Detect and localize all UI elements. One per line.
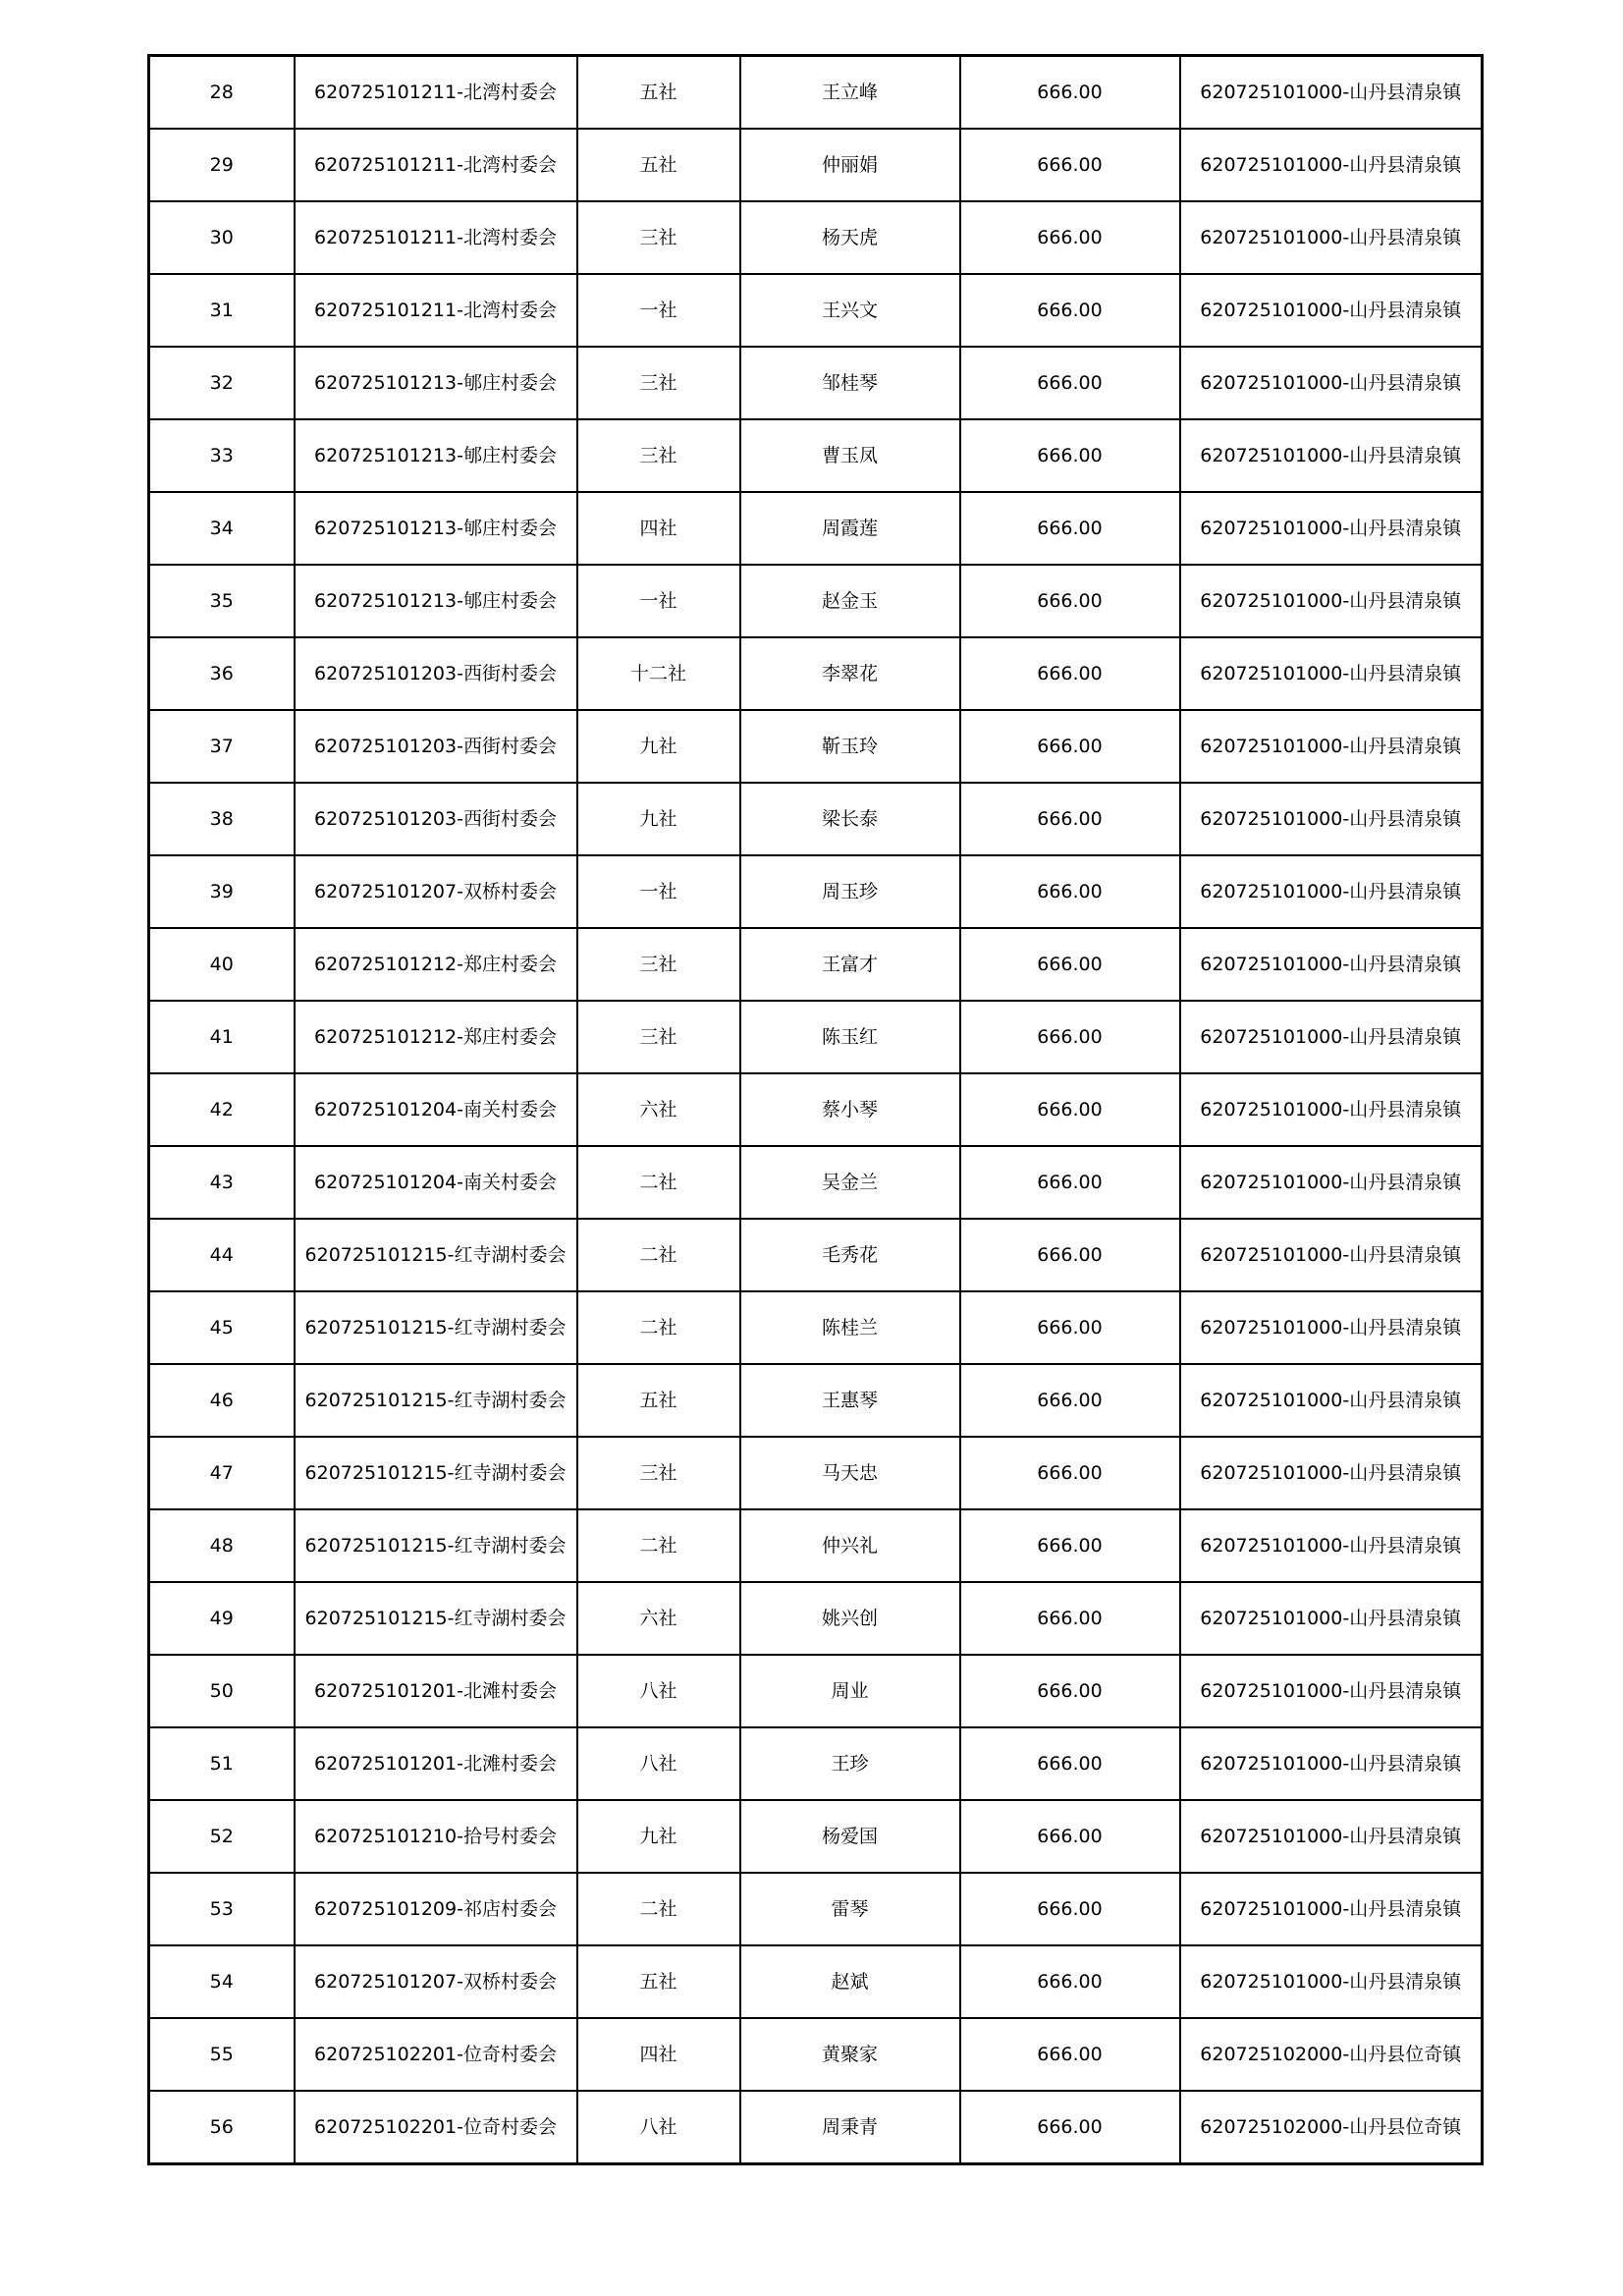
table-row bbox=[149, 928, 1483, 1001]
amount-cell: 666.00 bbox=[960, 492, 1180, 565]
row-number-cell: 47 bbox=[149, 1437, 295, 1509]
row-number-cell: 44 bbox=[149, 1219, 295, 1291]
village-committee-cell: 620725101212-郑庄村委会 bbox=[295, 1001, 577, 1073]
village-committee-cell: 620725101215-红寺湖村委会 bbox=[295, 1364, 577, 1437]
amount-cell: 666.00 bbox=[960, 1291, 1180, 1364]
village-group-cell: 九社 bbox=[577, 1800, 740, 1873]
village-committee-cell: 620725101215-红寺湖村委会 bbox=[295, 1582, 577, 1655]
row-number-cell: 50 bbox=[149, 1655, 295, 1727]
person-name-cell: 王珍 bbox=[740, 1727, 960, 1800]
table-row bbox=[149, 1800, 1483, 1873]
village-committee-cell: 620725101215-红寺湖村委会 bbox=[295, 1437, 577, 1509]
amount-cell: 666.00 bbox=[960, 1001, 1180, 1073]
village-group-cell: 三社 bbox=[577, 201, 740, 274]
amount-cell: 666.00 bbox=[960, 1727, 1180, 1800]
township-cell: 620725101000-山丹县清泉镇 bbox=[1180, 1582, 1483, 1655]
township-cell: 620725101000-山丹县清泉镇 bbox=[1180, 274, 1483, 347]
person-name-cell: 陈桂兰 bbox=[740, 1291, 960, 1364]
row-number-cell: 43 bbox=[149, 1146, 295, 1219]
village-committee-cell: 620725101210-拾号村委会 bbox=[295, 1800, 577, 1873]
township-cell: 620725101000-山丹县清泉镇 bbox=[1180, 1364, 1483, 1437]
row-number-cell: 36 bbox=[149, 637, 295, 710]
village-committee-cell: 620725101209-祁店村委会 bbox=[295, 1873, 577, 1945]
village-group-cell: 九社 bbox=[577, 710, 740, 783]
person-name-cell: 赵金玉 bbox=[740, 565, 960, 637]
person-name-cell: 仲兴礼 bbox=[740, 1509, 960, 1582]
table-row bbox=[149, 347, 1483, 419]
person-name-cell: 吴金兰 bbox=[740, 1146, 960, 1219]
village-group-cell: 一社 bbox=[577, 565, 740, 637]
row-number-cell: 34 bbox=[149, 492, 295, 565]
table-row bbox=[149, 419, 1483, 492]
person-name-cell: 周玉珍 bbox=[740, 855, 960, 928]
row-number-cell: 31 bbox=[149, 274, 295, 347]
person-name-cell: 毛秀花 bbox=[740, 1219, 960, 1291]
amount-cell: 666.00 bbox=[960, 56, 1180, 130]
village-committee-cell: 620725101203-西街村委会 bbox=[295, 783, 577, 855]
amount-cell: 666.00 bbox=[960, 783, 1180, 855]
table-row bbox=[149, 1073, 1483, 1146]
village-group-cell: 十二社 bbox=[577, 637, 740, 710]
village-group-cell: 二社 bbox=[577, 1291, 740, 1364]
table-row bbox=[149, 1291, 1483, 1364]
table-row bbox=[149, 855, 1483, 928]
amount-cell: 666.00 bbox=[960, 1146, 1180, 1219]
person-name-cell: 曹玉凤 bbox=[740, 419, 960, 492]
row-number-cell: 30 bbox=[149, 201, 295, 274]
amount-cell: 666.00 bbox=[960, 419, 1180, 492]
row-number-cell: 48 bbox=[149, 1509, 295, 1582]
township-cell: 620725101000-山丹县清泉镇 bbox=[1180, 710, 1483, 783]
amount-cell: 666.00 bbox=[960, 1873, 1180, 1945]
table-row bbox=[149, 1146, 1483, 1219]
person-name-cell: 周业 bbox=[740, 1655, 960, 1727]
village-committee-cell: 620725101203-西街村委会 bbox=[295, 710, 577, 783]
row-number-cell: 41 bbox=[149, 1001, 295, 1073]
village-committee-cell: 620725102201-位奇村委会 bbox=[295, 2091, 577, 2164]
township-cell: 620725101000-山丹县清泉镇 bbox=[1180, 1873, 1483, 1945]
person-name-cell: 梁长泰 bbox=[740, 783, 960, 855]
amount-cell: 666.00 bbox=[960, 928, 1180, 1001]
village-group-cell: 八社 bbox=[577, 1727, 740, 1800]
table-row bbox=[149, 565, 1483, 637]
table-row bbox=[149, 492, 1483, 565]
village-group-cell: 九社 bbox=[577, 783, 740, 855]
village-group-cell: 二社 bbox=[577, 1509, 740, 1582]
village-group-cell: 六社 bbox=[577, 1582, 740, 1655]
village-committee-cell: 620725101211-北湾村委会 bbox=[295, 274, 577, 347]
table-row bbox=[149, 1001, 1483, 1073]
amount-cell: 666.00 bbox=[960, 855, 1180, 928]
township-cell: 620725101000-山丹县清泉镇 bbox=[1180, 1001, 1483, 1073]
person-name-cell: 赵斌 bbox=[740, 1945, 960, 2018]
village-committee-cell: 620725101203-西街村委会 bbox=[295, 637, 577, 710]
village-committee-cell: 620725101211-北湾村委会 bbox=[295, 129, 577, 201]
village-committee-cell: 620725101215-红寺湖村委会 bbox=[295, 1291, 577, 1364]
township-cell: 620725102000-山丹县位奇镇 bbox=[1180, 2018, 1483, 2091]
township-cell: 620725101000-山丹县清泉镇 bbox=[1180, 565, 1483, 637]
person-name-cell: 马天忠 bbox=[740, 1437, 960, 1509]
township-cell: 620725101000-山丹县清泉镇 bbox=[1180, 637, 1483, 710]
row-number-cell: 38 bbox=[149, 783, 295, 855]
township-cell: 620725101000-山丹县清泉镇 bbox=[1180, 1727, 1483, 1800]
table-row bbox=[149, 1219, 1483, 1291]
table-row bbox=[149, 637, 1483, 710]
person-name-cell: 周秉青 bbox=[740, 2091, 960, 2164]
row-number-cell: 51 bbox=[149, 1727, 295, 1800]
table-row bbox=[149, 2018, 1483, 2091]
village-committee-cell: 620725101215-红寺湖村委会 bbox=[295, 1219, 577, 1291]
person-name-cell: 仲丽娟 bbox=[740, 129, 960, 201]
table-row bbox=[149, 2091, 1483, 2164]
village-group-cell: 四社 bbox=[577, 492, 740, 565]
amount-cell: 666.00 bbox=[960, 1073, 1180, 1146]
village-committee-cell: 620725101204-南关村委会 bbox=[295, 1146, 577, 1219]
village-committee-cell: 620725101212-郑庄村委会 bbox=[295, 928, 577, 1001]
person-name-cell: 王富才 bbox=[740, 928, 960, 1001]
table-row bbox=[149, 1437, 1483, 1509]
row-number-cell: 53 bbox=[149, 1873, 295, 1945]
person-name-cell: 靳玉玲 bbox=[740, 710, 960, 783]
amount-cell: 666.00 bbox=[960, 274, 1180, 347]
row-number-cell: 40 bbox=[149, 928, 295, 1001]
amount-cell: 666.00 bbox=[960, 565, 1180, 637]
village-committee-cell: 620725101204-南关村委会 bbox=[295, 1073, 577, 1146]
amount-cell: 666.00 bbox=[960, 710, 1180, 783]
row-number-cell: 39 bbox=[149, 855, 295, 928]
data-table bbox=[147, 54, 1484, 2165]
amount-cell: 666.00 bbox=[960, 637, 1180, 710]
village-committee-cell: 620725101211-北湾村委会 bbox=[295, 56, 577, 130]
person-name-cell: 陈玉红 bbox=[740, 1001, 960, 1073]
village-committee-cell: 620725101213-郇庄村委会 bbox=[295, 347, 577, 419]
village-group-cell: 三社 bbox=[577, 1437, 740, 1509]
village-group-cell: 二社 bbox=[577, 1873, 740, 1945]
amount-cell: 666.00 bbox=[960, 2091, 1180, 2164]
amount-cell: 666.00 bbox=[960, 1364, 1180, 1437]
township-cell: 620725101000-山丹县清泉镇 bbox=[1180, 1437, 1483, 1509]
person-name-cell: 黄聚家 bbox=[740, 2018, 960, 2091]
amount-cell: 666.00 bbox=[960, 201, 1180, 274]
village-committee-cell: 620725101207-双桥村委会 bbox=[295, 855, 577, 928]
row-number-cell: 45 bbox=[149, 1291, 295, 1364]
row-number-cell: 28 bbox=[149, 56, 295, 130]
table-body bbox=[149, 56, 1483, 2164]
row-number-cell: 33 bbox=[149, 419, 295, 492]
table-row bbox=[149, 129, 1483, 201]
person-name-cell: 周霞莲 bbox=[740, 492, 960, 565]
township-cell: 620725101000-山丹县清泉镇 bbox=[1180, 1073, 1483, 1146]
township-cell: 620725101000-山丹县清泉镇 bbox=[1180, 1655, 1483, 1727]
amount-cell: 666.00 bbox=[960, 1800, 1180, 1873]
person-name-cell: 李翠花 bbox=[740, 637, 960, 710]
village-committee-cell: 620725101207-双桥村委会 bbox=[295, 1945, 577, 2018]
row-number-cell: 37 bbox=[149, 710, 295, 783]
person-name-cell: 杨天虎 bbox=[740, 201, 960, 274]
township-cell: 620725101000-山丹县清泉镇 bbox=[1180, 492, 1483, 565]
village-group-cell: 八社 bbox=[577, 1655, 740, 1727]
village-group-cell: 五社 bbox=[577, 56, 740, 130]
village-group-cell: 三社 bbox=[577, 419, 740, 492]
person-name-cell: 邹桂琴 bbox=[740, 347, 960, 419]
village-group-cell: 五社 bbox=[577, 129, 740, 201]
amount-cell: 666.00 bbox=[960, 1582, 1180, 1655]
village-group-cell: 五社 bbox=[577, 1945, 740, 2018]
township-cell: 620725101000-山丹县清泉镇 bbox=[1180, 419, 1483, 492]
person-name-cell: 王立峰 bbox=[740, 56, 960, 130]
row-number-cell: 29 bbox=[149, 129, 295, 201]
row-number-cell: 56 bbox=[149, 2091, 295, 2164]
village-group-cell: 三社 bbox=[577, 347, 740, 419]
person-name-cell: 姚兴创 bbox=[740, 1582, 960, 1655]
row-number-cell: 49 bbox=[149, 1582, 295, 1655]
township-cell: 620725101000-山丹县清泉镇 bbox=[1180, 1509, 1483, 1582]
township-cell: 620725101000-山丹县清泉镇 bbox=[1180, 347, 1483, 419]
village-committee-cell: 620725101213-郇庄村委会 bbox=[295, 565, 577, 637]
person-name-cell: 雷琴 bbox=[740, 1873, 960, 1945]
village-committee-cell: 620725101201-北滩村委会 bbox=[295, 1727, 577, 1800]
township-cell: 620725101000-山丹县清泉镇 bbox=[1180, 1291, 1483, 1364]
village-group-cell: 二社 bbox=[577, 1146, 740, 1219]
village-group-cell: 二社 bbox=[577, 1219, 740, 1291]
row-number-cell: 54 bbox=[149, 1945, 295, 2018]
township-cell: 620725102000-山丹县位奇镇 bbox=[1180, 2091, 1483, 2164]
row-number-cell: 55 bbox=[149, 2018, 295, 2091]
table-row bbox=[149, 1582, 1483, 1655]
township-cell: 620725101000-山丹县清泉镇 bbox=[1180, 1945, 1483, 2018]
amount-cell: 666.00 bbox=[960, 1219, 1180, 1291]
person-name-cell: 王兴文 bbox=[740, 274, 960, 347]
township-cell: 620725101000-山丹县清泉镇 bbox=[1180, 201, 1483, 274]
village-group-cell: 三社 bbox=[577, 1001, 740, 1073]
row-number-cell: 46 bbox=[149, 1364, 295, 1437]
village-committee-cell: 620725101215-红寺湖村委会 bbox=[295, 1509, 577, 1582]
village-group-cell: 四社 bbox=[577, 2018, 740, 2091]
township-cell: 620725101000-山丹县清泉镇 bbox=[1180, 1146, 1483, 1219]
township-cell: 620725101000-山丹县清泉镇 bbox=[1180, 928, 1483, 1001]
table-row bbox=[149, 710, 1483, 783]
village-group-cell: 五社 bbox=[577, 1364, 740, 1437]
village-committee-cell: 620725101211-北湾村委会 bbox=[295, 201, 577, 274]
amount-cell: 666.00 bbox=[960, 1437, 1180, 1509]
village-committee-cell: 620725102201-位奇村委会 bbox=[295, 2018, 577, 2091]
village-committee-cell: 620725101213-郇庄村委会 bbox=[295, 492, 577, 565]
table-row bbox=[149, 1509, 1483, 1582]
table-row bbox=[149, 1727, 1483, 1800]
table-row bbox=[149, 1364, 1483, 1437]
township-cell: 620725101000-山丹县清泉镇 bbox=[1180, 855, 1483, 928]
township-cell: 620725101000-山丹县清泉镇 bbox=[1180, 129, 1483, 201]
person-name-cell: 王惠琴 bbox=[740, 1364, 960, 1437]
table-row bbox=[149, 201, 1483, 274]
table-row bbox=[149, 783, 1483, 855]
amount-cell: 666.00 bbox=[960, 1509, 1180, 1582]
table-row bbox=[149, 274, 1483, 347]
amount-cell: 666.00 bbox=[960, 2018, 1180, 2091]
person-name-cell: 杨爱国 bbox=[740, 1800, 960, 1873]
township-cell: 620725101000-山丹县清泉镇 bbox=[1180, 783, 1483, 855]
row-number-cell: 35 bbox=[149, 565, 295, 637]
person-name-cell: 蔡小琴 bbox=[740, 1073, 960, 1146]
amount-cell: 666.00 bbox=[960, 1945, 1180, 2018]
amount-cell: 666.00 bbox=[960, 1655, 1180, 1727]
village-group-cell: 一社 bbox=[577, 274, 740, 347]
township-cell: 620725101000-山丹县清泉镇 bbox=[1180, 1800, 1483, 1873]
amount-cell: 666.00 bbox=[960, 347, 1180, 419]
village-committee-cell: 620725101213-郇庄村委会 bbox=[295, 419, 577, 492]
village-group-cell: 六社 bbox=[577, 1073, 740, 1146]
village-group-cell: 一社 bbox=[577, 855, 740, 928]
table-row bbox=[149, 56, 1483, 130]
township-cell: 620725101000-山丹县清泉镇 bbox=[1180, 56, 1483, 130]
row-number-cell: 42 bbox=[149, 1073, 295, 1146]
row-number-cell: 52 bbox=[149, 1800, 295, 1873]
amount-cell: 666.00 bbox=[960, 129, 1180, 201]
township-cell: 620725101000-山丹县清泉镇 bbox=[1180, 1219, 1483, 1291]
village-committee-cell: 620725101201-北滩村委会 bbox=[295, 1655, 577, 1727]
table-row bbox=[149, 1873, 1483, 1945]
village-group-cell: 八社 bbox=[577, 2091, 740, 2164]
table-row bbox=[149, 1655, 1483, 1727]
row-number-cell: 32 bbox=[149, 347, 295, 419]
table-row bbox=[149, 1945, 1483, 2018]
village-group-cell: 三社 bbox=[577, 928, 740, 1001]
